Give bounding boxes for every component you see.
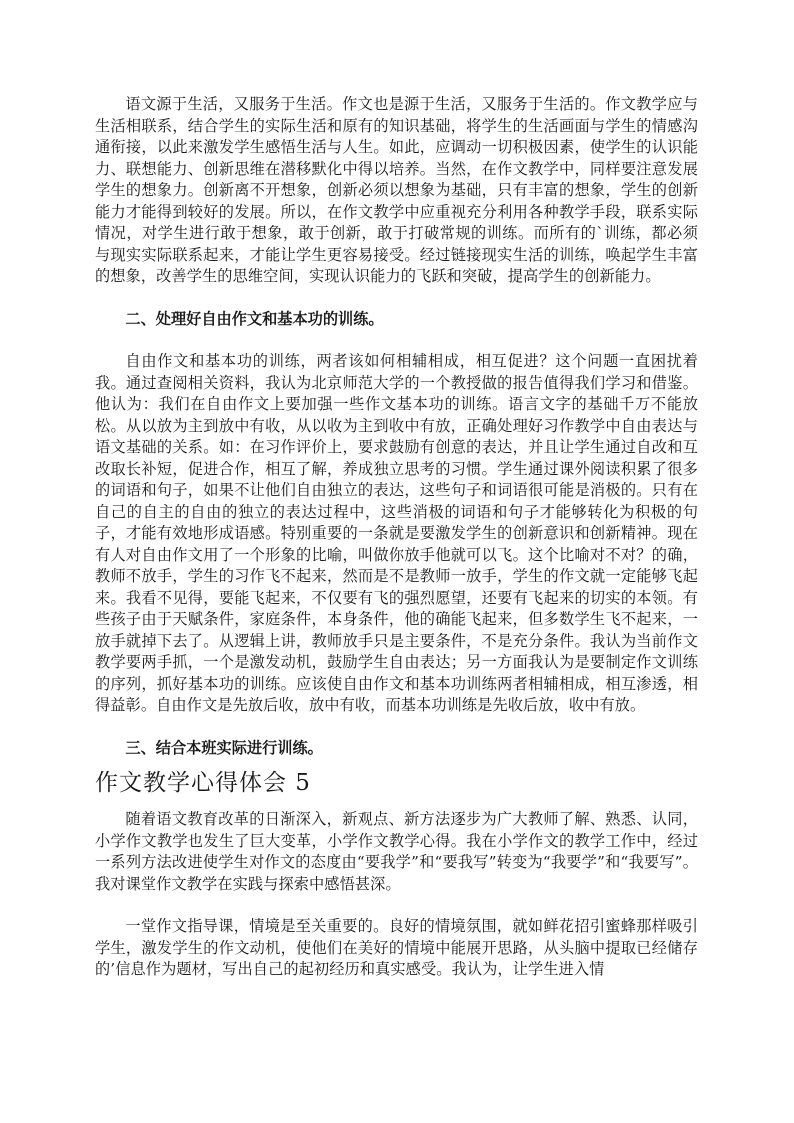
section-heading-2: 二、处理好自由作文和基本功的训练。 (125, 309, 384, 328)
document-page (95, 94, 698, 981)
paragraph-situation: 一堂作文指导课，情境是至关重要的。良好的情境氛围，就如鲜花招引蜜蜂那样吸引学生，激发学生的作文动机，使他们在美好的情境中能展开思路，从头脑中提取已经储存的’信息作为题材，写出自己的起初经历和真实感受。我认为，让学生进入情 (95, 917, 698, 978)
paragraph-creativity: 语文源于生活，又服务于生活。作文也是源于生活，又服务于生活的。作文教学应与生活相联系，结合学生的实际生活和原有的知识基础，将学生的生活画面与学生的情感沟通衔接，以此来激发学生感悟生活与人生。如此，应调动一切积极因素，使学生的认识能力、联想能力、创新思维在潜移默化中得以培养。当然，在作文教学中，同样要注意发展学生的想象力。创新离不开想象，创新必须以想象为基础，只有丰富的想象，学生的创新能力才能得到较好的发展。所以，在作文教学中应重视充分利用各种教学手段，联系实际情况，对学生进行敢于想象，敢于创新，敢于打破常规的训练。而所有的`训练，都必须与现实实际联系起来，才能让学生更容易接受。经过链接现实生活的训练，唤起学生丰富的想象，改善学生的思维空间，实现认识能力的飞跃和突破，提高学生的创新能力。 (95, 95, 698, 285)
essay-title: 作文教学心得体会 5 (95, 770, 311, 796)
paragraph-reform: 随着语文教育改革的日渐深入，新观点、新方法逐步为广大教师了解、熟悉、认同，小学作文教学也发生了巨大变革，小学作文教学心得。我在小学作文的教学工作中，经过一系列方法改进使学生对作文的态度由“要我学”和“要我写”转变为“我要学”和“我要写”。我对课堂作文教学在实践与探索中感悟甚深。 (95, 810, 698, 893)
paragraph-free-writing: 自由作文和基本功的训练，两者该如何相辅相成，相互促进？这个问题一直困扰着我。通过查阅相关资料，我认为北京师范大学的一个教授做的报告值得我们学习和借鉴。他认为：我们在自由作文上要加强一些作文基本功的训练。语言文字的基础千万不能放松。从以放为主到放中有收，从以收为主到收中有放，正确处理好习作教学中自由表达与语文基础的关系。如：在习作评价上，要求鼓励有创意的表达，并且让学生通过自改和互改取长补短，促进合作，相互了解，养成独立思考的习惯。学生通过课外阅读积累了很多的词语和句子，如果不让他们自由独立的表达，这些句子和词语很可能是消极的。只有在自己的自主的自由的独立的表达过程中，这些消极的词语和句子才能够转化为积极的句子，才能有效地形成语感。特别重要的一条就是要激发学生的创新意识和创新精神。现在有人对自由作文用了一个形象的比喻，叫做你放手他就可以飞。这个比喻对不对？的确，教师不放手，学生的习作飞不起来，然而是不是教师一放手，学生的作文就一定能够飞起来。我看不见得，要能飞起来，不仅要有飞的强烈愿望，还要有飞起来的切实的本领。有些孩子由于天赋条件，家庭条件，本身条件，他的确能飞起来，但多数学生飞不起来，一放手就掉下去了。从逻辑上讲，教师放手只是主要条件，不是充分条件。我认为当前作文教学要两手抓，一个是激发动机，鼓励学生自由表达；另一方面我认为是要制定作文训练的序列，抓好基本功的训练。应该使自由作文和基本功训练两者相辅相成，相互渗透，相得益彰。自由作文是先放后收，放中有收，而基本功训练是先收后放，收中有放。 (95, 352, 698, 714)
section-heading-3: 三、结合本班实际进行训练。 (125, 738, 323, 757)
